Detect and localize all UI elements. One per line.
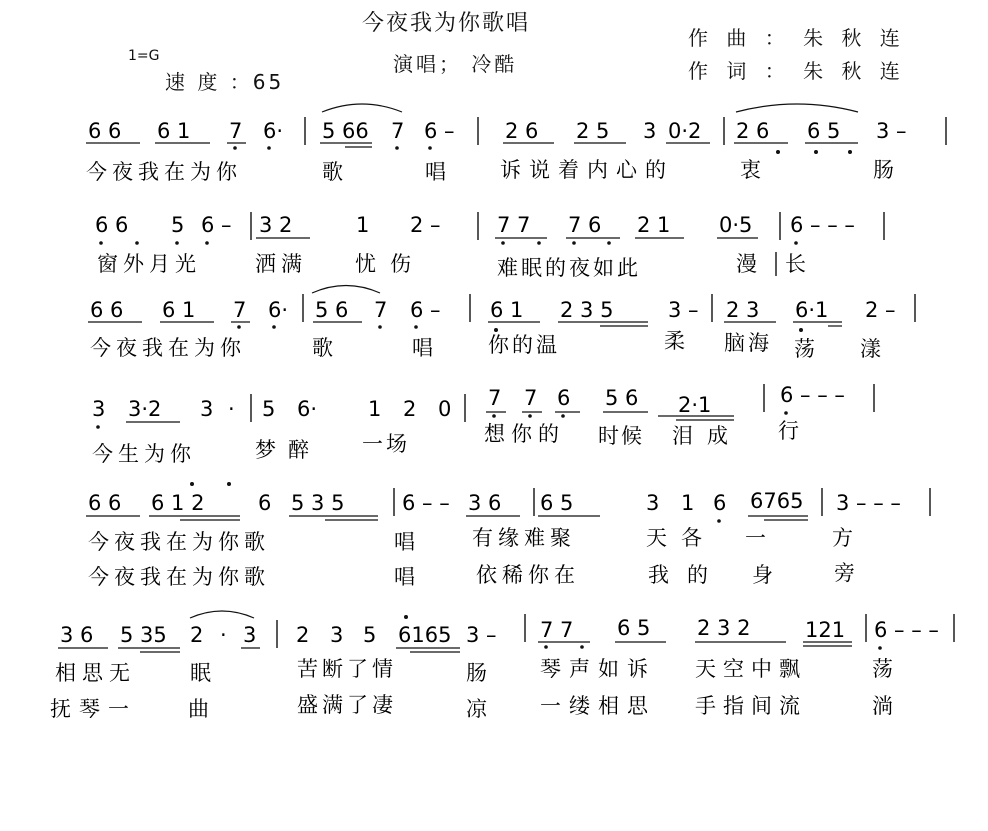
note-group: 2 3 5 [560,298,614,322]
note-group: · [228,397,235,421]
note-group: 2 [190,623,204,647]
note-group: 2 3 2 [697,616,751,640]
note-group: 0 [438,397,452,421]
note-group: 2 6 [736,119,770,143]
note-group: 6 5 [807,119,841,143]
note-group: 6· [268,298,289,322]
note-group: 3 [643,119,657,143]
octave-dot [135,241,139,245]
note-group: 7 [391,119,405,143]
lyric-text: 时候 [598,424,644,448]
octave-dot [572,241,576,245]
octave-dot [404,615,408,619]
lyric-text: 眠 [190,661,211,685]
note-group: 2 [403,397,417,421]
octave-dot [205,241,209,245]
note-group: 6 – – – [790,213,855,237]
note-group: 3 [200,397,214,421]
composer-credit: 作 曲 ： 朱 秋 连 [688,26,906,50]
lyric-text: 苦断了情 [297,657,397,681]
note-group: 6765 [750,489,804,513]
lyric-text: 柔 [664,329,685,353]
note-group: · [220,623,227,647]
octave-dot [528,414,532,418]
note-group: 3 6 [468,491,502,515]
note-group: 1 [368,397,382,421]
octave-dot [494,328,498,332]
note-group: 3 [330,623,344,647]
lyric-text-verse2: 今夜我在为你歌 [88,565,270,589]
note-group: 3·2 [128,397,162,421]
note-group: 6 – [201,213,232,237]
lyric-text: 唱 [394,530,415,554]
octave-dot [878,646,882,650]
lyric-text: 有缘难聚 [472,526,576,550]
note-group: 7 [374,298,388,322]
octave-dot [501,241,505,245]
note-group: 7 7 [540,618,574,642]
note-group: 5 [363,623,377,647]
note-group: 6 – – – [874,618,939,642]
octave-dot [237,325,241,329]
lyric-text: 今夜我在为你 [86,160,242,184]
note-group: 3 – – – [836,491,901,515]
lyric-text: 难眠的夜如此 [497,256,641,280]
note-group: 5 6 [315,298,349,322]
note-group: 3 [646,491,660,515]
note-group: 6 – – – [780,383,845,407]
note-group: 3 6 [60,623,94,647]
note-group: 6 [258,491,272,515]
lyric-text: 方 [832,526,853,550]
note-group: 3 – [876,119,907,143]
note-group: 5 35 [120,623,167,647]
note-group: 6 [713,491,727,515]
system-6 [50,611,954,721]
octave-dot [428,146,432,150]
lyric-text: 琴声如诉 [540,657,656,681]
octave-dot [537,241,541,245]
lyric-text: 天各 [646,526,716,550]
note-group: 6 6 [88,491,122,515]
note-group: 6 – – [402,491,450,515]
lyric-text: 梦醉 [255,438,321,462]
system-4 [92,383,874,466]
note-group: 6 1 [162,298,196,322]
note-group: 6·1 [795,298,829,322]
note-group: 7 [488,386,502,410]
note-group: 7 [229,119,243,143]
octave-dot [233,146,237,150]
lyric-text-verse2: 身 [752,563,773,587]
octave-dot [580,645,584,649]
octave-dot [414,325,418,329]
lyric-text: 肠 [466,661,487,685]
slur [190,611,254,618]
lyric-text: 唱 [412,336,433,360]
lyric-text: 漫 [736,252,757,276]
octave-dot [814,150,818,154]
octave-dot [784,411,788,415]
system-5 [86,482,930,589]
note-group: 5 66 [322,119,369,143]
lyric-text: 一场 [362,432,410,456]
octave-dot [227,482,231,486]
note-group: 3 2 [259,213,293,237]
note-group: 7 6 [568,213,602,237]
lyric-text: 歌 [322,160,343,184]
note-group: 5 [171,213,185,237]
system-2 [95,212,884,280]
note-group: 7 [524,386,538,410]
lyric-text: 相思无 [55,661,136,685]
lyric-text: 肠 [873,158,894,182]
note-group: 3 – [466,623,497,647]
tempo-marking: 速 度 ：65 [165,70,285,94]
lyric-text: 歌 [312,336,333,360]
note-group: 6 6 [95,213,129,237]
system-3 [88,286,915,362]
slur [312,286,380,294]
note-group: 6 1 [157,119,191,143]
note-group: 3 [243,623,257,647]
song-title: 今夜我为你歌唱 [362,11,531,36]
lyricist-credit: 作 词 ： 朱 秋 连 [688,59,906,83]
note-group: 2 1 [637,213,671,237]
note-group: 6 – [410,298,441,322]
octave-dot [99,241,103,245]
octave-dot [776,150,780,154]
octave-dot [607,241,611,245]
lyric-text-verse2: 唱 [394,565,415,589]
note-group: 3 – [668,298,699,322]
lyric-text: 一 [745,526,766,550]
octave-dot [267,146,271,150]
note-group: 6 – [424,119,455,143]
lyric-text: 唱 [425,160,446,184]
note-group: 5 6 [605,386,639,410]
note-group: 2·1 [678,393,712,417]
note-group: 6· [263,119,284,143]
lyric-text: 天空中飘 [695,657,807,681]
lyric-text: 今夜我在为你歌 [88,530,270,554]
note-group: 6 6 [90,298,124,322]
octave-dot [190,482,194,486]
note-group: 0·2 [668,119,702,143]
lyric-text: 洒满 [255,252,307,276]
lyric-text-verse2: 旁 [834,561,855,585]
note-group: 6 6 [88,119,122,143]
note-group: 5 3 5 [291,491,345,515]
note-group: 6 1 2 [151,491,205,515]
note-group: 2 5 [576,119,610,143]
lyric-text: 漾 [860,337,881,361]
lyric-text-verse2: 淌 [872,694,893,718]
note-group: 7 7 [497,213,531,237]
note-group: 5 [262,397,276,421]
lyric-text-verse2: 盛满了凄 [297,693,397,717]
lyric-text: 脑海 [724,331,772,355]
system-1 [86,104,946,184]
note-group: 6 [557,386,571,410]
octave-dot [544,645,548,649]
octave-dot [96,425,100,429]
note-group: 2 [296,623,310,647]
note-group: 6· [297,397,318,421]
octave-dot [175,241,179,245]
slur [322,104,402,112]
octave-dot [395,146,399,150]
lyric-text: 今生为你 [92,442,196,466]
note-group: 2 3 [726,298,760,322]
note-group: 3 [92,397,106,421]
lyric-text-verse2: 依稀你在 [476,563,580,587]
lyric-text: 荡 [794,337,815,361]
lyric-text-verse2: 一缕相思 [540,694,656,718]
slur [736,104,858,112]
lyric-text-verse2: 曲 [188,697,209,721]
note-group: 2 – [410,213,441,237]
octave-dot [717,519,721,523]
octave-dot [794,241,798,245]
lyric-text-verse2: 抚琴一 [50,697,137,721]
note-group: 7 [233,298,247,322]
lyric-text: 行 [778,419,799,443]
note-group: 6165 [398,623,452,647]
octave-dot [561,414,565,418]
lyric-text: 窗外月光 [97,252,201,276]
note-group: 1 [356,213,370,237]
lyric-text-verse2: 凉 [466,697,487,721]
octave-dot [272,325,276,329]
lyric-text: 衷 [740,158,761,182]
lyric-text: 忧伤 [355,252,425,276]
note-group: 6 5 [617,616,651,640]
lyric-text: 你的温 [488,333,560,357]
lyric-text: 长 [785,252,806,276]
octave-dot [492,414,496,418]
lyric-text: 泪成 [672,424,742,448]
octave-dot [378,325,382,329]
key-signature: 1=G [128,48,160,64]
note-group: 6 1 [490,298,524,322]
note-group: 121 [805,618,846,642]
note-group: 2 6 [505,119,539,143]
note-group: 2 – [865,298,896,322]
lyric-text-verse2: 手指间流 [695,694,807,718]
note-group: 0·5 [719,213,753,237]
lyric-text: 诉说着内心的 [500,158,674,182]
octave-dot [848,150,852,154]
lyric-text-verse2: 我的 [648,563,726,587]
lyric-text: 想你的 [484,422,565,446]
note-group: 1 [681,491,695,515]
note-group: 6 5 [540,491,574,515]
octave-dot [799,328,803,332]
lyric-text: 荡 [872,657,893,681]
singer-credit: 演唱； 冷酷 [393,52,518,76]
lyric-text: 今夜我在为你 [90,336,246,360]
